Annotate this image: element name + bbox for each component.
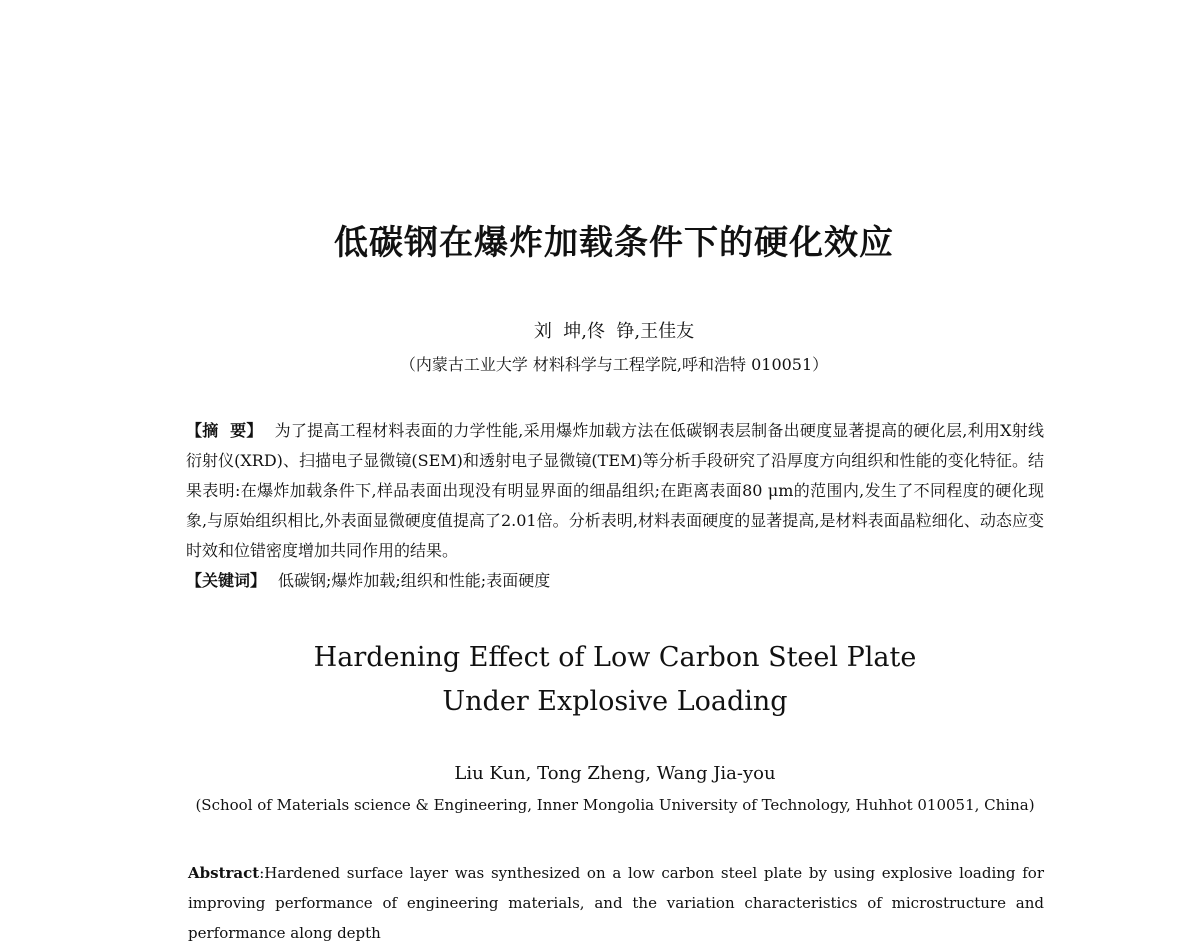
english-abstract xyxy=(188,858,1044,948)
chinese-title: 低碳钢在爆炸加载条件下的硬化效应 xyxy=(334,223,894,263)
english-title xyxy=(0,636,1200,724)
chinese-abstract-text: 为了提高工程材料表面的力学性能,采用爆炸加载方法在低碳钢表层制备出硬度显著提高的硬化层,利用X射线衍射仪(XRD)、扫描电子显微镜(SEM)和透射电子显微镜(TEM)等分析手段研究了沿厚度方向组织和性能的变化特征。结果表明:在爆炸加载条件下,样品表面出现没有明显界面的细晶组织;在距离表面80 μm的范围内,发生了不同程度的硬化现象,与原始组织相比,外表面显微硬度值提高了2.01倍。分析表明,材料表面硬度的显著提高,是材料表面晶粒细化、动态应变时效和位错密度增加共同作用的结果。 xyxy=(186,421,1044,560)
chinese-affiliation: （内蒙古工业大学 材料科学与工程学院,呼和浩特 010051） xyxy=(399,355,829,374)
chinese-abstract-label: 【摘 要】 xyxy=(186,421,263,440)
chinese-authors: 刘 坤,佟 铮,王佳友 xyxy=(533,321,695,342)
chinese-keywords xyxy=(186,566,1044,596)
english-title-line-2: Under Explosive Loading xyxy=(442,686,788,717)
chinese-keywords-label: 【关键词】 xyxy=(186,571,267,590)
english-authors: Liu Kun, Tong Zheng, Wang Jia-you xyxy=(454,763,776,784)
chinese-keywords-text: 低碳钢;爆炸加载;组织和性能;表面硬度 xyxy=(278,571,551,590)
english-abstract-text: :Hardened surface layer was synthesized on a low carbon steel plate by using explosive loading for improving performance of engineering materials, and the variation characteristics of microstructure and performance along depth xyxy=(188,864,1044,942)
chinese-abstract-block xyxy=(186,416,1044,596)
chinese-abstract xyxy=(186,416,1044,566)
english-abstract-label: Abstract xyxy=(188,864,260,882)
english-title-line-1: Hardening Effect of Low Carbon Steel Plate xyxy=(313,642,917,673)
english-affiliation: (School of Materials science & Engineering, Inner Mongolia University of Technology, Huhhot 010051, China) xyxy=(195,796,1035,814)
